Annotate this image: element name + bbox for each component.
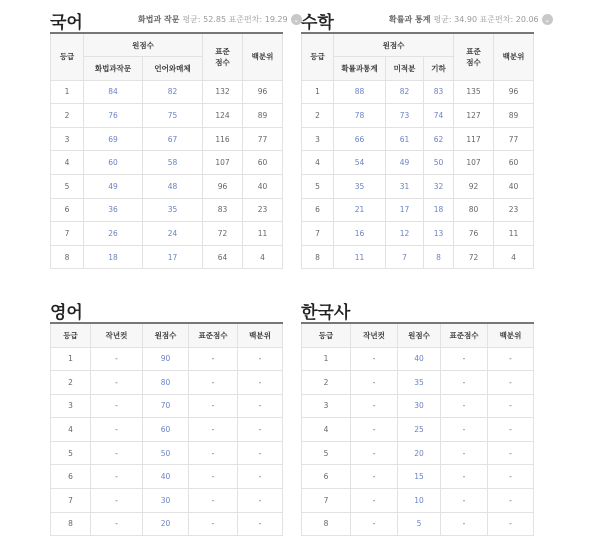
table-cell: - xyxy=(351,394,398,418)
table-row xyxy=(302,127,534,151)
table-cell: 30 xyxy=(398,394,441,418)
table-cell: 7 xyxy=(51,489,91,513)
table-cell: - xyxy=(91,441,143,465)
table-cell: 2 xyxy=(302,371,351,395)
table-row xyxy=(302,222,534,246)
table-row xyxy=(51,512,283,536)
table-row xyxy=(51,394,283,418)
table-cell: - xyxy=(488,418,534,442)
table-cell: - xyxy=(441,465,488,489)
math-table xyxy=(301,32,534,269)
table-row xyxy=(302,489,534,513)
table-cell: 61 xyxy=(386,127,424,151)
table-cell: 50 xyxy=(424,151,454,175)
table-cell: 4 xyxy=(302,151,334,175)
table-cell: 64 xyxy=(203,245,243,269)
table-cell: 8 xyxy=(51,512,91,536)
table-cell: 8 xyxy=(424,245,454,269)
table-cell: 17 xyxy=(386,198,424,222)
table-cell: 82 xyxy=(386,80,424,104)
table-cell: - xyxy=(91,465,143,489)
table-row xyxy=(302,80,534,104)
table-cell: - xyxy=(189,512,238,536)
table-cell: 88 xyxy=(334,80,386,104)
table-cell: 96 xyxy=(203,175,243,199)
table-cell: 40 xyxy=(494,175,534,199)
table-row xyxy=(51,222,283,246)
table-cell: 77 xyxy=(494,127,534,151)
table-row xyxy=(51,198,283,222)
table-cell: - xyxy=(441,394,488,418)
table-cell: 60 xyxy=(84,151,143,175)
table-cell: - xyxy=(441,512,488,536)
table-cell: 132 xyxy=(203,80,243,104)
table-row xyxy=(51,347,283,371)
table-cell: - xyxy=(238,347,283,371)
table-cell: - xyxy=(91,371,143,395)
header-sub: 기하 xyxy=(424,57,454,81)
table-row xyxy=(302,245,534,269)
table-row xyxy=(51,418,283,442)
table-cell: 4 xyxy=(302,418,351,442)
header-cell: 작년컷 xyxy=(351,323,398,347)
table-cell: 80 xyxy=(143,371,189,395)
table-cell: 66 xyxy=(334,127,386,151)
table-cell: 96 xyxy=(494,80,534,104)
table-cell: 25 xyxy=(398,418,441,442)
table-cell: - xyxy=(351,489,398,513)
table-cell: 36 xyxy=(84,198,143,222)
header-cell: 원점수 xyxy=(143,323,189,347)
table-cell: 15 xyxy=(398,465,441,489)
table-cell: 2 xyxy=(51,104,84,128)
table-cell: 40 xyxy=(243,175,283,199)
math-title: 수학 xyxy=(301,13,334,33)
table-cell: - xyxy=(91,489,143,513)
table-cell: 4 xyxy=(243,245,283,269)
table-cell: 26 xyxy=(84,222,143,246)
math-info-stats: 평균: 34.90 표준편차: 20.06 xyxy=(433,15,539,24)
table-cell: 35 xyxy=(398,371,441,395)
table-cell: 11 xyxy=(243,222,283,246)
table-cell: 30 xyxy=(143,489,189,513)
table-row xyxy=(51,104,283,128)
header-cell: 백분위 xyxy=(238,323,283,347)
table-cell: - xyxy=(351,465,398,489)
math-info-label: 확률과 통계 xyxy=(389,15,431,24)
table-cell: 31 xyxy=(386,175,424,199)
table-cell: 23 xyxy=(494,198,534,222)
history-table xyxy=(301,322,534,536)
table-cell: 24 xyxy=(143,222,203,246)
table-cell: - xyxy=(351,347,398,371)
header-cell: 백분위 xyxy=(488,323,534,347)
history-title: 한국사 xyxy=(301,303,351,323)
table-cell: - xyxy=(351,441,398,465)
header-sub: 화법과작문 xyxy=(84,57,143,81)
table-cell: - xyxy=(91,418,143,442)
table-cell: 4 xyxy=(494,245,534,269)
table-row xyxy=(302,151,534,175)
table-cell: 7 xyxy=(51,222,84,246)
table-cell: 40 xyxy=(143,465,189,489)
header-grade: 등급 xyxy=(51,33,84,80)
table-cell: 67 xyxy=(143,127,203,151)
table-cell: 3 xyxy=(302,394,351,418)
table-cell: - xyxy=(441,489,488,513)
table-cell: 54 xyxy=(334,151,386,175)
table-row xyxy=(302,465,534,489)
header-cell: 등급 xyxy=(302,323,351,347)
table-cell: 10 xyxy=(398,489,441,513)
table-row xyxy=(302,394,534,418)
table-cell: 7 xyxy=(302,489,351,513)
table-cell: 117 xyxy=(454,127,494,151)
table-cell: - xyxy=(488,394,534,418)
table-row xyxy=(302,347,534,371)
table-cell: - xyxy=(238,441,283,465)
header-raw: 원점수 xyxy=(84,33,203,57)
table-cell: 72 xyxy=(203,222,243,246)
table-row xyxy=(51,245,283,269)
table-cell: 107 xyxy=(203,151,243,175)
table-cell: 5 xyxy=(302,175,334,199)
table-cell: 18 xyxy=(424,198,454,222)
table-cell: 6 xyxy=(302,198,334,222)
table-row xyxy=(51,80,283,104)
table-row xyxy=(302,418,534,442)
table-cell: 135 xyxy=(454,80,494,104)
table-cell: 75 xyxy=(143,104,203,128)
table-cell: 8 xyxy=(302,512,351,536)
table-cell: - xyxy=(441,347,488,371)
table-cell: 11 xyxy=(494,222,534,246)
header-raw: 원점수 xyxy=(334,33,454,57)
table-row xyxy=(51,441,283,465)
table-cell: 7 xyxy=(386,245,424,269)
table-cell: - xyxy=(238,512,283,536)
table-cell: 89 xyxy=(494,104,534,128)
header-cell: 원점수 xyxy=(398,323,441,347)
table-cell: 6 xyxy=(302,465,351,489)
table-cell: 5 xyxy=(398,512,441,536)
table-row xyxy=(51,465,283,489)
table-cell: 21 xyxy=(334,198,386,222)
table-cell: 76 xyxy=(454,222,494,246)
table-cell: 23 xyxy=(243,198,283,222)
table-cell: - xyxy=(189,371,238,395)
table-cell: 8 xyxy=(302,245,334,269)
table-cell: 96 xyxy=(243,80,283,104)
table-cell: - xyxy=(488,465,534,489)
math-info xyxy=(389,14,553,25)
header-sub: 미적분 xyxy=(386,57,424,81)
table-cell: 70 xyxy=(143,394,189,418)
table-cell: - xyxy=(189,441,238,465)
chevron-down-icon[interactable]: ⌄ xyxy=(291,14,302,25)
table-cell: - xyxy=(488,512,534,536)
header-cell: 표준점수 xyxy=(189,323,238,347)
table-cell: 77 xyxy=(243,127,283,151)
table-cell: 17 xyxy=(143,245,203,269)
table-cell: 50 xyxy=(143,441,189,465)
korean-info xyxy=(138,14,302,25)
table-cell: - xyxy=(238,394,283,418)
table-row xyxy=(302,512,534,536)
table-cell: - xyxy=(351,418,398,442)
table-cell: - xyxy=(351,512,398,536)
table-cell: 3 xyxy=(302,127,334,151)
table-cell: - xyxy=(441,418,488,442)
table-cell: 4 xyxy=(51,151,84,175)
table-row xyxy=(302,441,534,465)
table-cell: - xyxy=(238,371,283,395)
table-cell: 32 xyxy=(424,175,454,199)
table-cell: 60 xyxy=(243,151,283,175)
table-cell: - xyxy=(441,441,488,465)
table-cell: - xyxy=(189,347,238,371)
korean-info-stats: 평균: 52.85 표준편차: 19.29 xyxy=(182,15,288,24)
table-cell: 62 xyxy=(424,127,454,151)
table-cell: 18 xyxy=(84,245,143,269)
table-row xyxy=(51,489,283,513)
table-cell: 80 xyxy=(454,198,494,222)
table-cell: 11 xyxy=(334,245,386,269)
table-cell: - xyxy=(441,371,488,395)
header-cell: 표준점수 xyxy=(441,323,488,347)
table-cell: 1 xyxy=(51,80,84,104)
table-cell: 16 xyxy=(334,222,386,246)
header-sub: 확률과통계 xyxy=(334,57,386,81)
table-cell: 49 xyxy=(386,151,424,175)
table-cell: 89 xyxy=(243,104,283,128)
table-cell: 1 xyxy=(51,347,91,371)
table-cell: 84 xyxy=(84,80,143,104)
table-row xyxy=(302,175,534,199)
table-cell: 72 xyxy=(454,245,494,269)
table-cell: 12 xyxy=(386,222,424,246)
header-cell: 등급 xyxy=(51,323,91,347)
table-cell: 8 xyxy=(51,245,84,269)
table-cell: 116 xyxy=(203,127,243,151)
table-cell: 6 xyxy=(51,198,84,222)
table-cell: 35 xyxy=(143,198,203,222)
table-cell: - xyxy=(238,489,283,513)
table-row xyxy=(302,104,534,128)
table-cell: - xyxy=(189,465,238,489)
table-row xyxy=(302,371,534,395)
table-cell: - xyxy=(488,347,534,371)
table-cell: 76 xyxy=(84,104,143,128)
table-cell: 127 xyxy=(454,104,494,128)
table-cell: 73 xyxy=(386,104,424,128)
table-cell: - xyxy=(238,465,283,489)
table-cell: 5 xyxy=(302,441,351,465)
table-cell: - xyxy=(91,512,143,536)
table-cell: 35 xyxy=(334,175,386,199)
table-cell: 20 xyxy=(143,512,189,536)
table-cell: 124 xyxy=(203,104,243,128)
korean-info-label: 화법과 작문 xyxy=(138,15,180,24)
header-cell: 작년컷 xyxy=(91,323,143,347)
table-cell: 58 xyxy=(143,151,203,175)
table-cell: - xyxy=(189,418,238,442)
table-row xyxy=(51,151,283,175)
table-cell: 60 xyxy=(143,418,189,442)
header-pct: 백분위 xyxy=(243,33,283,80)
table-cell: 74 xyxy=(424,104,454,128)
table-cell: 3 xyxy=(51,127,84,151)
table-cell: 69 xyxy=(84,127,143,151)
table-cell: - xyxy=(488,441,534,465)
table-row xyxy=(51,127,283,151)
korean-title: 국어 xyxy=(50,13,83,33)
header-pct: 백분위 xyxy=(494,33,534,80)
header-std: 표준 점수 xyxy=(203,33,243,80)
chevron-down-icon[interactable]: ⌄ xyxy=(542,14,553,25)
table-cell: 5 xyxy=(51,441,91,465)
table-cell: 60 xyxy=(494,151,534,175)
table-cell: 4 xyxy=(51,418,91,442)
table-cell: 83 xyxy=(424,80,454,104)
table-cell: 48 xyxy=(143,175,203,199)
english-table xyxy=(50,322,283,536)
table-cell: - xyxy=(488,371,534,395)
table-cell: 13 xyxy=(424,222,454,246)
table-cell: 2 xyxy=(302,104,334,128)
korean-table xyxy=(50,32,283,269)
english-title: 영어 xyxy=(50,303,83,323)
header-std: 표준 점수 xyxy=(454,33,494,80)
table-cell: 6 xyxy=(51,465,91,489)
table-cell: - xyxy=(351,371,398,395)
table-cell: 3 xyxy=(51,394,91,418)
table-cell: 90 xyxy=(143,347,189,371)
table-row xyxy=(302,198,534,222)
table-cell: 20 xyxy=(398,441,441,465)
table-cell: 107 xyxy=(454,151,494,175)
table-row xyxy=(51,175,283,199)
table-cell: 83 xyxy=(203,198,243,222)
table-cell: 2 xyxy=(51,371,91,395)
table-cell: 49 xyxy=(84,175,143,199)
header-sub: 언어와매체 xyxy=(143,57,203,81)
table-cell: 5 xyxy=(51,175,84,199)
table-cell: - xyxy=(189,394,238,418)
table-row xyxy=(51,371,283,395)
table-cell: - xyxy=(91,394,143,418)
table-cell: - xyxy=(189,489,238,513)
table-cell: 1 xyxy=(302,80,334,104)
table-cell: - xyxy=(488,489,534,513)
header-grade: 등급 xyxy=(302,33,334,80)
table-cell: 78 xyxy=(334,104,386,128)
table-cell: 40 xyxy=(398,347,441,371)
table-cell: - xyxy=(238,418,283,442)
table-cell: - xyxy=(91,347,143,371)
table-cell: 82 xyxy=(143,80,203,104)
table-cell: 1 xyxy=(302,347,351,371)
table-cell: 92 xyxy=(454,175,494,199)
table-cell: 7 xyxy=(302,222,334,246)
